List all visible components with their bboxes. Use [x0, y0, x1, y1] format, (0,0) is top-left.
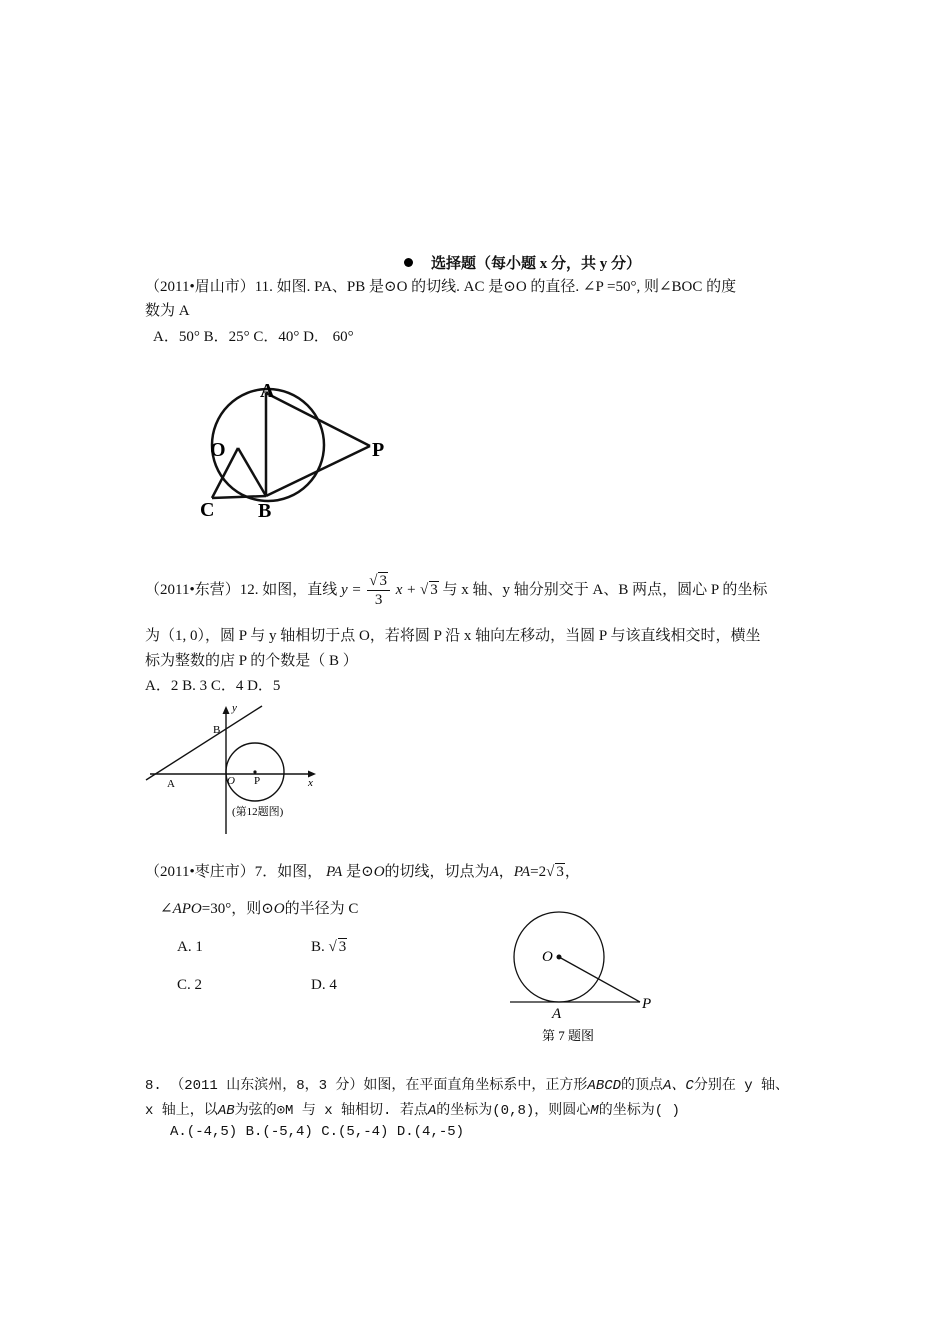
q8-line1-end: 分别在 y 轴、 [693, 1078, 790, 1094]
segment-ob [238, 448, 266, 496]
q7-opt-b: B. √ 3 [311, 939, 347, 955]
q7-angle: ∠ [160, 901, 173, 917]
q7-pa2: PA [513, 864, 531, 880]
label-o: O [542, 949, 553, 965]
q12-x-plus: x + [395, 581, 417, 598]
q12-prefix: （2011•东营）12. 如图，直线 [145, 581, 338, 598]
q11-line1: （2011•眉山市）11. 如图. PA、PB 是⊙O 的切线. AC 是⊙O 的直径. ∠P =50°, 则∠BOC 的度 [145, 279, 737, 295]
q8-line2 [145, 1099, 680, 1119]
q7-mid: 是 [342, 864, 362, 880]
label-p: P [642, 996, 652, 1012]
q12-options: A．2 B. 3 C．4 D．5 [145, 678, 281, 694]
q7-mid2: 的切线，切点为 [384, 864, 490, 880]
label-p: P [254, 775, 261, 787]
q12-denominator: 3 [374, 592, 383, 608]
q7-o1: O [373, 864, 385, 880]
q11-line2: 数为 A [145, 303, 190, 319]
q8-ab: AB [217, 1103, 235, 1119]
label-b: B [213, 724, 221, 736]
circle-o [212, 389, 324, 501]
q12-sqrt: √ 3 [420, 581, 438, 598]
q12-line2: 为（1, 0），圆 P 与 y 轴相切于点 O，若将圆 P 沿 x 轴向左移动，当圆 P 与该直线相交时，横坐 [145, 628, 761, 644]
q7-opt-c: C. 2 [177, 977, 203, 993]
q12-y-eq: y = [340, 581, 362, 598]
q12-line3: 标为整数的店 P 的个数是（ B ） [145, 653, 358, 669]
label-a: A [167, 778, 175, 790]
label-c: C [200, 499, 215, 521]
q7-pa: PA [325, 864, 343, 880]
q8-options: A.(-4,5) B.(-5,4) C.(5,-4) D.(4,-5) [170, 1124, 465, 1140]
label-x: x [308, 777, 313, 789]
q12-num-rad: 3 [379, 573, 387, 589]
q7-o2: O [273, 901, 285, 917]
caption: 第 7 题图 [542, 1028, 595, 1043]
label-o: O [210, 439, 226, 461]
y-arrow-icon [223, 706, 230, 714]
q8-ac: A、C [663, 1078, 694, 1094]
tangent-pa [266, 393, 370, 446]
caption: (第12题图) [232, 806, 284, 818]
q12-rad: 3 [430, 581, 438, 598]
q12-line1 [145, 572, 767, 609]
q7-prefix: （2011•枣庄市）7．如图， [145, 864, 323, 880]
q8-abcd: ABCD [587, 1078, 622, 1094]
segment-cb [212, 496, 266, 498]
label-o: O [227, 775, 235, 787]
line-ab [146, 706, 262, 780]
label-b: B [258, 500, 272, 522]
label-a: A [260, 380, 275, 402]
q7-opt-b-label: B. [311, 939, 325, 955]
q7-line2-mid: =30°，则 [201, 901, 262, 917]
q7-a: A [489, 864, 499, 880]
q7-eq: =2 [530, 864, 547, 880]
q7-line1: （2011•枣庄市）7．如图， PA 是⊙O的切线，切点为A，PA=2√ 3， [145, 864, 580, 880]
q8-line2-mid2: 的坐标为(0,8)，则圆心 [436, 1103, 591, 1119]
label-p: P [372, 439, 385, 461]
q7-opt-a: A. 1 [177, 939, 203, 955]
q7-sqrt: √ 3 [546, 864, 564, 880]
q12-figure [140, 698, 330, 840]
q12-numerator: √ 3 [367, 572, 390, 591]
label-y: y [232, 702, 237, 714]
q8-line2-mid: 为弦的⊙M 与 x 轴相切. 若点 [234, 1103, 428, 1119]
q8-line1-mid: 的顶点 [621, 1078, 664, 1094]
q7-comma: ， [498, 864, 514, 880]
label-a: A [552, 1006, 562, 1022]
q7-figure [500, 905, 670, 1050]
q7-apo: APO [172, 901, 202, 917]
q7-end: ， [564, 864, 580, 880]
q8-line1-pre: 8. （2011 山东滨州，8，3 分）如图，在平面直角坐标系中，正方形 [145, 1078, 588, 1094]
q7-opt-d: D. 4 [311, 977, 337, 993]
q8-line2-pre: x 轴上，以 [145, 1103, 218, 1119]
q12-suffix: 与 x 轴、y 轴分别交于 A、B 两点，圆心 P 的坐标 [442, 581, 768, 598]
q7-line2: ∠APO=30°，则⊙O的半径为 C [160, 901, 359, 917]
q8-line2-end: 的坐标为( ) [598, 1103, 680, 1119]
q12-fraction [367, 572, 390, 609]
q7-rad: 3 [556, 864, 564, 880]
q7-opt-b-rad: 3 [338, 939, 347, 955]
q8-m: M [590, 1103, 599, 1119]
q7-line2-end: 的半径为 C [284, 901, 359, 917]
bullet-icon [404, 258, 413, 267]
q11-figure [150, 370, 410, 550]
section-title: 选择题（每小题 x 分，共 y 分） [431, 256, 642, 272]
q8-a: A [427, 1103, 437, 1119]
q8-line1 [145, 1074, 789, 1094]
section-heading [404, 252, 641, 273]
segment-op [559, 957, 640, 1002]
q11-options: A．50° B．25° C．40° D． 60° [153, 329, 354, 345]
center-o [557, 955, 562, 960]
tangent-pb [266, 446, 370, 496]
center-p [253, 770, 256, 773]
